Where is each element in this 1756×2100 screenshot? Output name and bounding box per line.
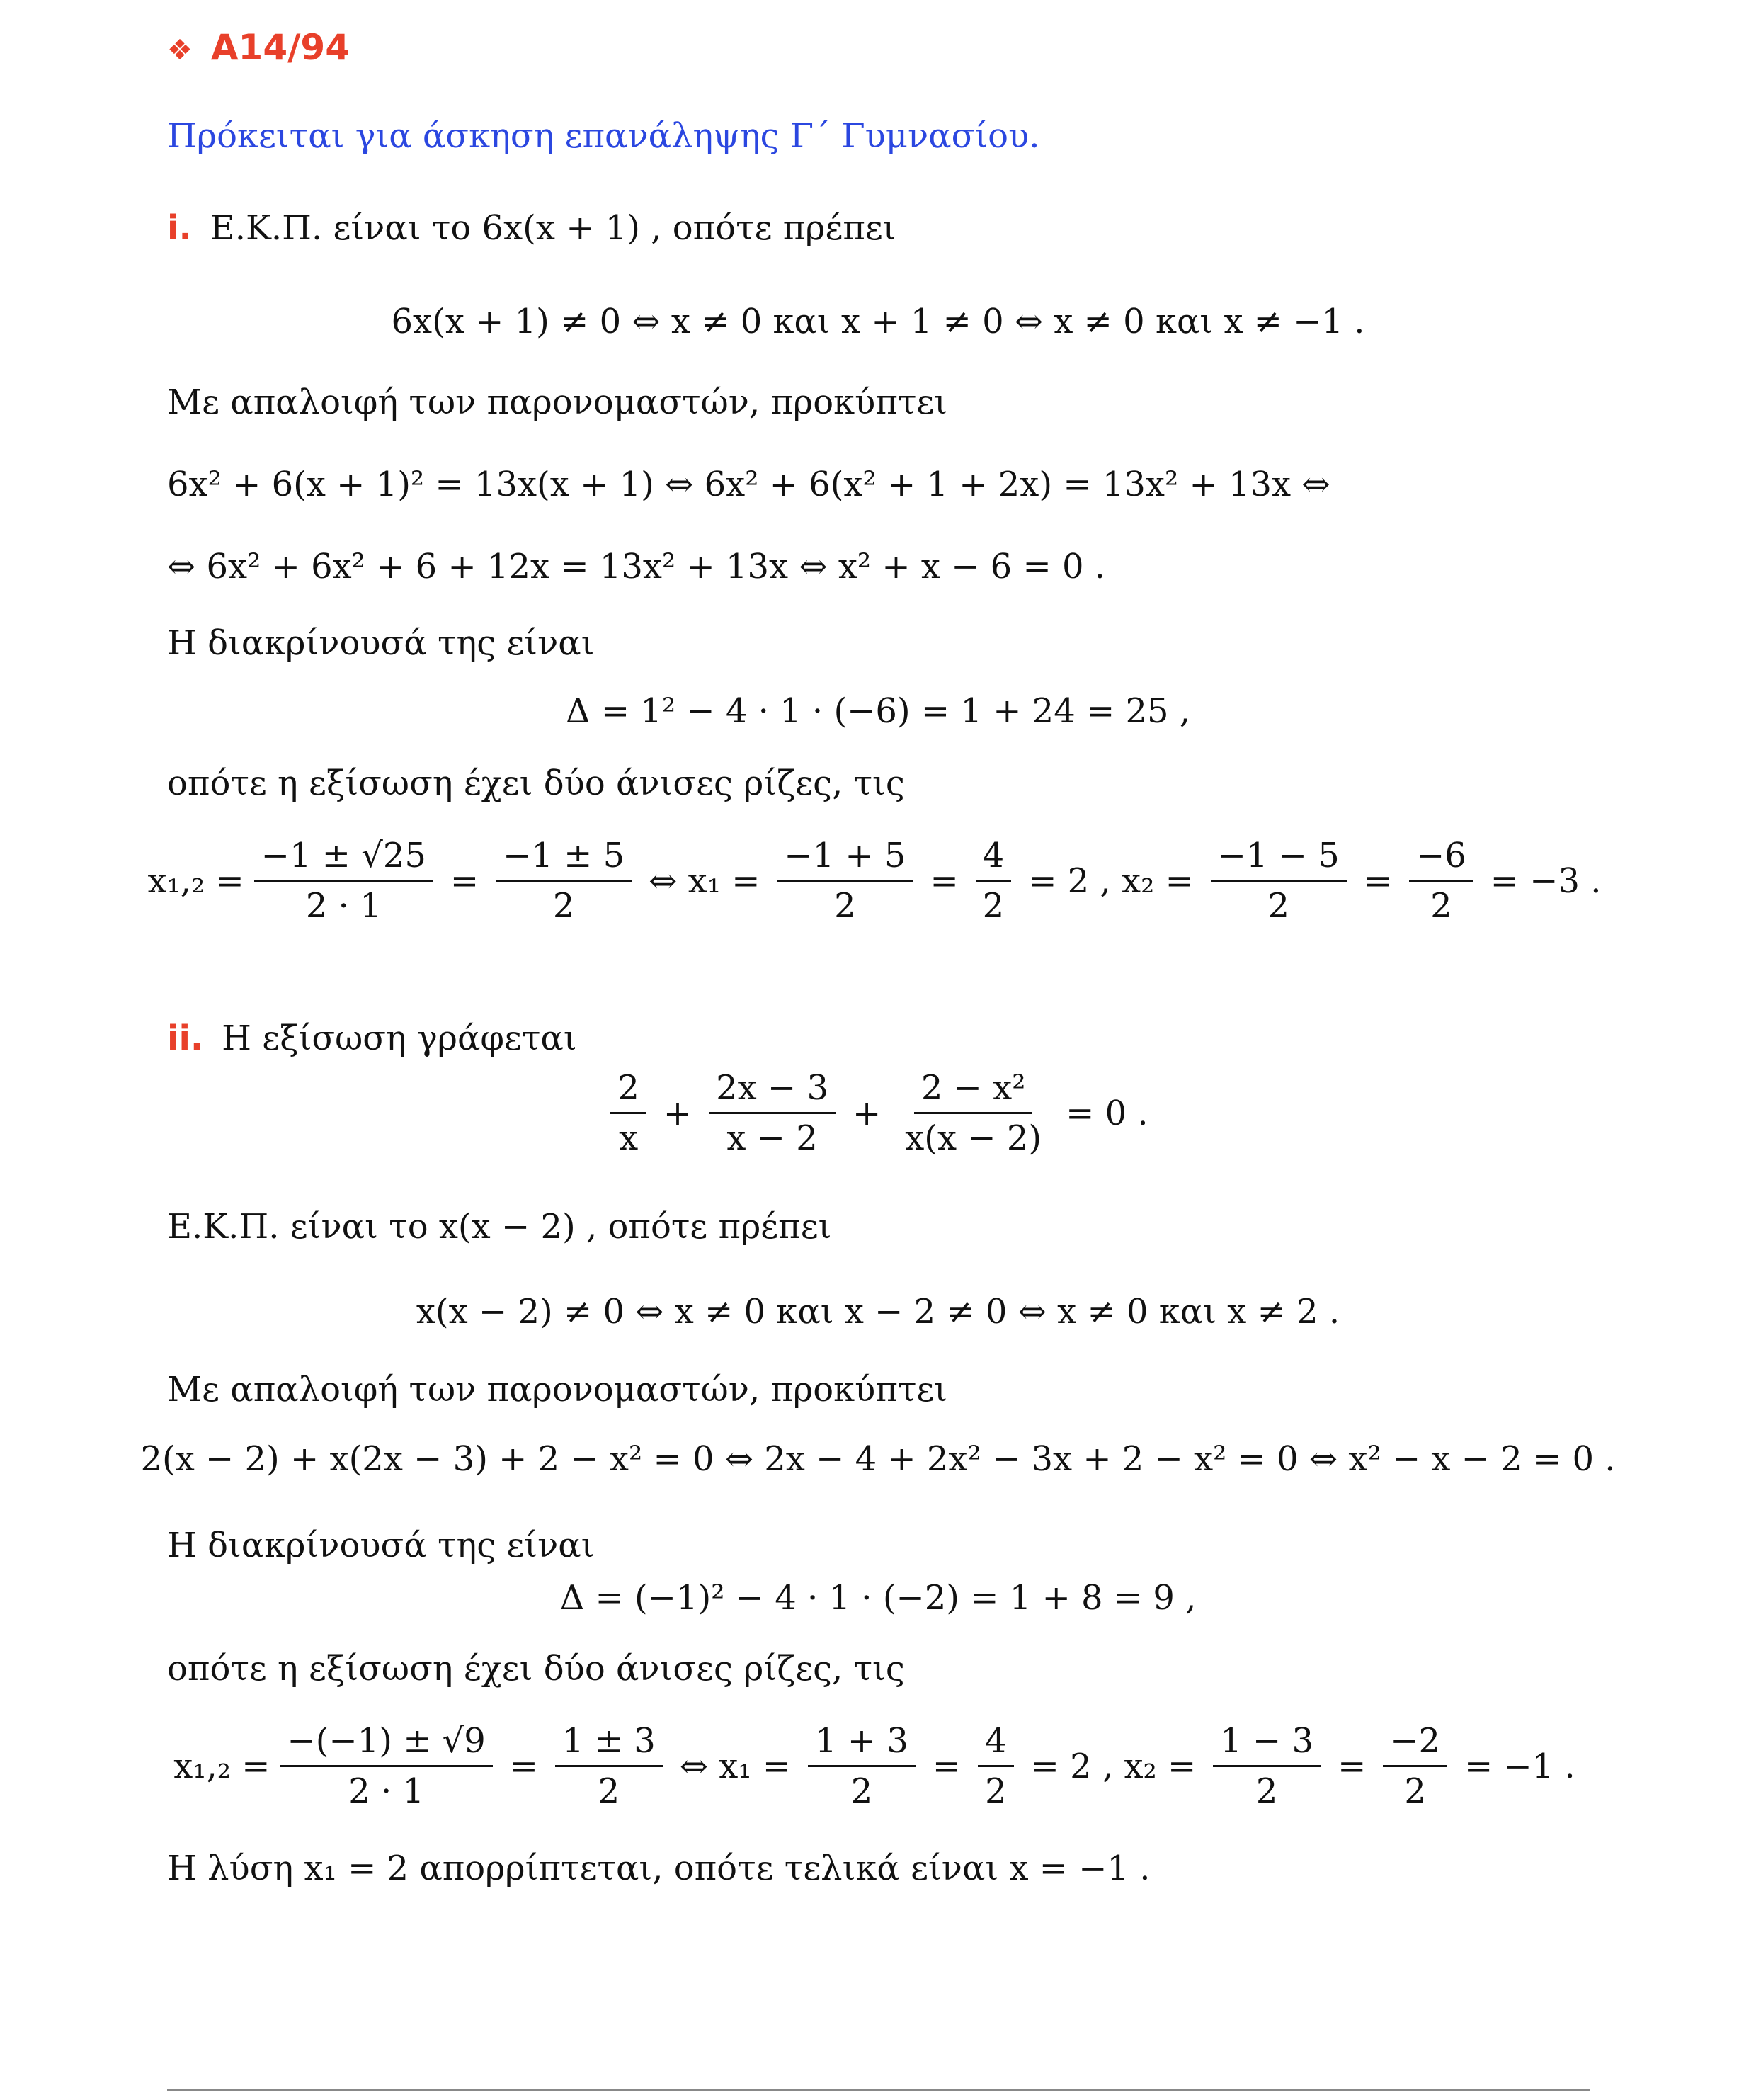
- roots-mid-2: = 2 , x₂ =: [1030, 1746, 1197, 1786]
- plus-sign: +: [663, 1093, 692, 1133]
- fraction: [1409, 836, 1473, 926]
- fraction: [555, 1721, 663, 1811]
- exercise-header: [167, 27, 350, 68]
- roots-end: = −1 .: [1464, 1746, 1575, 1786]
- fraction-numerator: 2x − 3: [709, 1068, 836, 1114]
- fraction-denominator: 2: [1404, 1771, 1426, 1811]
- fraction-denominator: 2 · 1: [305, 886, 382, 926]
- part2-roots-text: οπότε η εξίσωση έχει δύο άνισες ρίζες, τις: [167, 1649, 905, 1688]
- part2-equation-1: 2(x − 2) + x(2x − 3) + 2 − x² = 0 ⇔ 2x − 4 + 2x² − 3x + 2 − x² = 0 ⇔ x² − x − 2 = 0 .: [140, 1439, 1616, 1479]
- diamond-bullet-icon: ❖: [167, 34, 193, 67]
- fraction-numerator: 2: [610, 1068, 646, 1114]
- fraction-numerator: −1 + 5: [777, 836, 913, 882]
- fraction: [1383, 1721, 1447, 1811]
- fraction: [777, 836, 913, 926]
- fraction: [610, 1068, 646, 1158]
- fraction-numerator: 2 − x²: [914, 1068, 1033, 1114]
- fraction-denominator: 2: [1430, 886, 1452, 926]
- part1-roots-formula: [0, 836, 1756, 926]
- fraction: [280, 1721, 493, 1811]
- part1-equation-1: 6x² + 6(x + 1)² = 13x(x + 1) ⇔ 6x² + 6(x² + 1 + 2x) = 13x² + 13x ⇔: [167, 465, 1330, 504]
- fraction: [709, 1068, 836, 1158]
- roots-mid-1: ⇔ x₁ =: [679, 1746, 792, 1786]
- part1-lcm-text: Ε.Κ.Π. είναι το 6x(x + 1) , οπότε πρέπει: [210, 208, 896, 248]
- fraction: [1211, 836, 1347, 926]
- fraction-numerator: −2: [1383, 1721, 1447, 1767]
- roots-lhs: x₁,₂ =: [147, 861, 244, 901]
- part1-marker: i.: [167, 208, 192, 248]
- fraction-numerator: −1 ± √25: [254, 836, 433, 882]
- fraction-denominator: 2: [834, 886, 856, 926]
- fraction-denominator: 2 · 1: [348, 1771, 425, 1811]
- equals-sign: =: [1338, 1746, 1367, 1786]
- part1-discriminant-text: Η διακρίνουσά της είναι: [167, 623, 595, 663]
- footer-divider: [167, 2089, 1590, 2091]
- fraction: [976, 836, 1012, 926]
- fraction-numerator: 1 + 3: [808, 1721, 916, 1767]
- part2-discriminant-text: Η διακρίνουσά της είναι: [167, 1526, 595, 1565]
- part1-discriminant: Δ = 1² − 4 · 1 · (−6) = 1 + 24 = 25 ,: [565, 691, 1191, 731]
- fraction-denominator: 2: [598, 1771, 620, 1811]
- roots-mid-1: ⇔ x₁ =: [649, 861, 760, 901]
- part2-equation: [0, 1068, 1756, 1158]
- fraction-numerator: −1 − 5: [1211, 836, 1347, 882]
- fraction-denominator: 2: [1255, 1771, 1278, 1811]
- equation-end: = 0 .: [1066, 1093, 1148, 1133]
- fraction-numerator: −1 ± 5: [496, 836, 632, 882]
- fraction-numerator: 1 ± 3: [555, 1721, 663, 1767]
- fraction-numerator: 1 − 3: [1213, 1721, 1321, 1767]
- plus-sign: +: [853, 1093, 882, 1133]
- part2-intro-text: Η εξίσωση γράφεται: [222, 1018, 577, 1058]
- equals-sign: =: [930, 861, 959, 901]
- part1-clearing-text: Με απαλοιφή των παρονομαστών, προκύπτει: [167, 382, 948, 422]
- fraction-numerator: −(−1) ± √9: [280, 1721, 493, 1767]
- roots-mid-2: = 2 , x₂ =: [1028, 861, 1194, 901]
- part1-equation-2: ⇔ 6x² + 6x² + 6 + 12x = 13x² + 13x ⇔ x² + x − 6 = 0 .: [167, 547, 1105, 586]
- fraction-denominator: x − 2: [726, 1118, 818, 1158]
- roots-lhs: x₁,₂ =: [173, 1746, 270, 1786]
- part2-clearing-text: Με απαλοιφή των παρονομαστών, προκύπτει: [167, 1370, 948, 1409]
- exercise-title: A14/94: [210, 27, 350, 68]
- fraction-denominator: 2: [1267, 886, 1290, 926]
- roots-end: = −3 .: [1490, 861, 1602, 901]
- part2-condition: x(x − 2) ≠ 0 ⇔ x ≠ 0 και x − 2 ≠ 0 ⇔ x ≠ 0 και x ≠ 2 .: [416, 1292, 1340, 1332]
- part2-discriminant: Δ = (−1)² − 4 · 1 · (−2) = 1 + 8 = 9 ,: [559, 1578, 1197, 1618]
- fraction-denominator: 2: [982, 886, 1005, 926]
- fraction-numerator: 4: [976, 836, 1012, 882]
- fraction: [254, 836, 433, 926]
- fraction: [808, 1721, 916, 1811]
- fraction-numerator: −6: [1409, 836, 1473, 882]
- intro-text: Πρόκειται για άσκηση επανάληψης Γ΄ Γυμνασίου.: [167, 116, 1040, 156]
- part2-lcm-text: Ε.Κ.Π. είναι το x(x − 2) , οπότε πρέπει: [167, 1207, 832, 1247]
- fraction-denominator: x(x − 2): [905, 1118, 1042, 1158]
- part2-marker: ii.: [167, 1018, 204, 1058]
- fraction-denominator: x: [619, 1118, 639, 1158]
- fraction-numerator: 4: [978, 1721, 1014, 1767]
- part2-roots-formula: [0, 1721, 1756, 1811]
- equals-sign: =: [509, 1746, 539, 1786]
- equals-sign: =: [450, 861, 479, 901]
- part2-conclusion: Η λύση x₁ = 2 απορρίπτεται, οπότε τελικά είναι x = −1 .: [167, 1849, 1151, 1888]
- equals-sign: =: [1363, 861, 1393, 901]
- part1-roots-text: οπότε η εξίσωση έχει δύο άνισες ρίζες, τις: [167, 764, 905, 803]
- fraction-denominator: 2: [552, 886, 575, 926]
- part1-condition: 6x(x + 1) ≠ 0 ⇔ x ≠ 0 και x + 1 ≠ 0 ⇔ x ≠ 0 και x ≠ −1 .: [391, 302, 1365, 341]
- part1-lcm-paragraph: [167, 207, 896, 249]
- fraction: [496, 836, 632, 926]
- equals-sign: =: [932, 1746, 962, 1786]
- fraction-denominator: 2: [985, 1771, 1007, 1811]
- fraction: [1213, 1721, 1321, 1811]
- fraction-denominator: 2: [850, 1771, 873, 1811]
- fraction: [978, 1721, 1014, 1811]
- fraction: [898, 1068, 1049, 1158]
- part2-intro-paragraph: [167, 1017, 577, 1060]
